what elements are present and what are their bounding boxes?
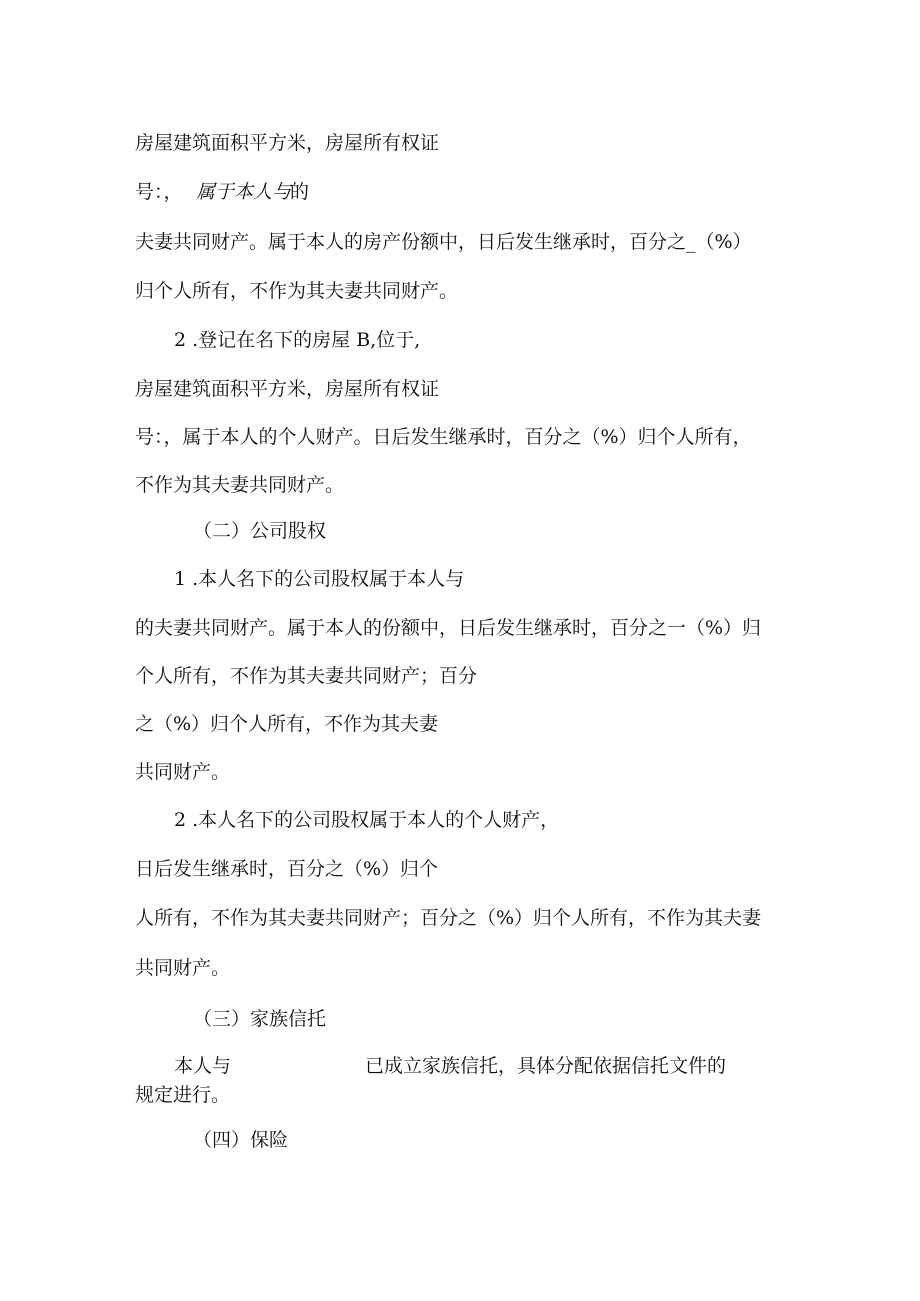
section-heading: （三）家族信托	[193, 1008, 327, 1030]
paragraph-line: 本人与	[174, 1055, 232, 1077]
paragraph-line: 规定进行。	[135, 1084, 231, 1106]
paragraph-line: 日后发生继承时，百分之（%）归个	[135, 858, 439, 880]
paragraph-line: 之（%）归个人所有，不作为其夫妻	[135, 713, 439, 735]
section-heading: （四）保险	[193, 1129, 289, 1151]
paragraph-line: 已成立家族信托，具体分配依据信托文件的	[365, 1055, 727, 1077]
paragraph-line: 不作为其夫妻共同财产。	[135, 474, 345, 496]
paragraph-line: 1 .本人名下的公司股权属于本人与	[174, 568, 465, 590]
paragraph-line: 人所有，不作为其夫妻共同财产；百分之（%）归个人所有，不作为其夫妻	[135, 907, 762, 929]
paragraph-line: 个人所有，不作为其夫妻共同财产；百分	[135, 665, 478, 687]
section-heading: （二）公司股权	[193, 520, 327, 542]
paragraph-line: 房屋建筑面积平方米，房屋所有权证	[135, 132, 440, 154]
paragraph-line: 共同财产。	[135, 957, 231, 979]
paragraph-line: 归个人所有，不作为其夫妻共同财产。	[135, 280, 459, 302]
paragraph-line: 号：，属于本人的个人财产。日后发生继承时，百分之（%）归个人所有，	[135, 426, 752, 448]
paragraph-line: 号：，	[135, 181, 183, 203]
paragraph-line: 房屋建筑面积平方米，房屋所有权证	[135, 378, 440, 400]
paragraph-line: 属于本人与	[196, 181, 292, 203]
paragraph-line: 共同财产。	[135, 761, 231, 783]
paragraph-line: 的夫妻共同财产。属于本人的份额中，日后发生继承时，百分之一（%）归	[135, 617, 762, 639]
paragraph-line: 的	[290, 181, 310, 203]
paragraph-line: 2 .本人名下的公司股权属于本人的个人财产，	[174, 809, 560, 831]
paragraph-line: 夫妻共同财产。属于本人的房产份额中，日后发生继承时，百分之_（%）	[135, 231, 752, 253]
paragraph-line: 2 .登记在名下的房屋 B,位于,	[174, 329, 421, 351]
